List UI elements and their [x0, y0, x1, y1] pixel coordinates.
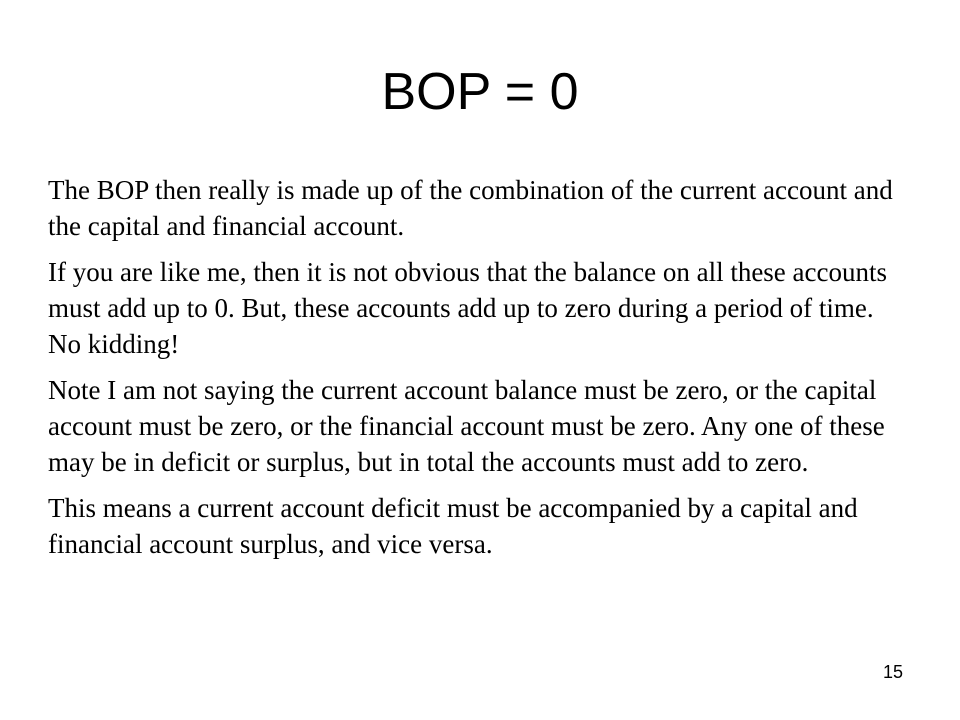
slide-body: [48, 172, 908, 572]
slide-title: BOP = 0: [381, 63, 579, 121]
paragraph: Note I am not saying the current account balance must be zero, or the capital account must be zero, or the financial account must be zero. Any one of these may be in deficit or surplus, but in total the accounts must add to zero.: [48, 375, 885, 477]
paragraph: If you are like me, then it is not obvious that the balance on all these accounts must add up to 0. But, these accounts add up to zero during a period of time. No kidding!: [48, 257, 888, 359]
page-number: 15: [882, 662, 903, 682]
paragraph: The BOP then really is made up of the combination of the current account and the capital and financial account.: [48, 175, 893, 241]
paragraph: This means a current account deficit must be accompanied by a capital and financial account surplus, and vice versa.: [48, 493, 858, 559]
